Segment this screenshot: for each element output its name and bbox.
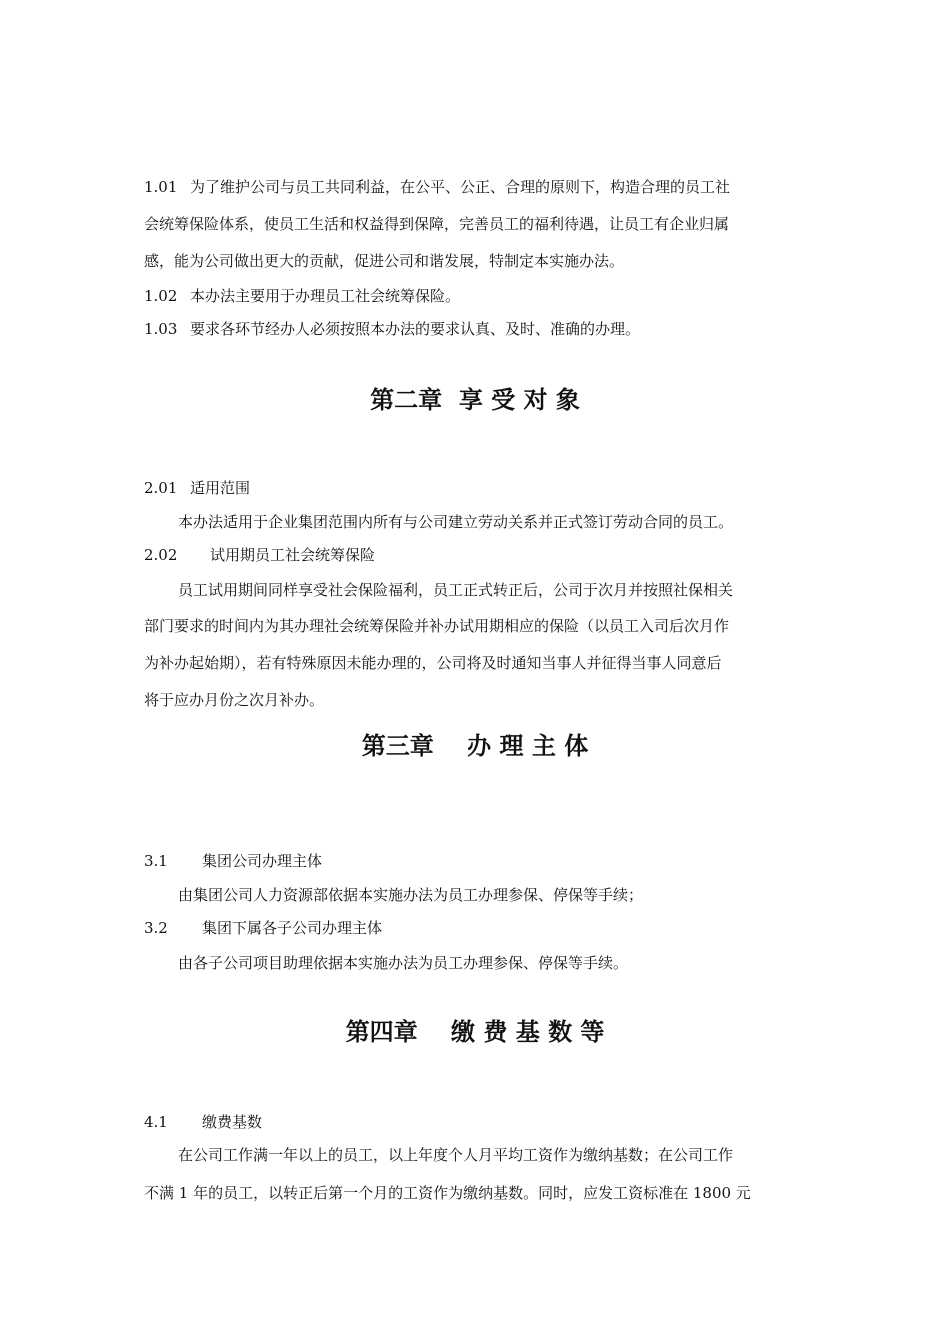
clause-text: 本办法主要用于办理员工社会统筹保险。 — [190, 287, 461, 305]
section-number: 4.1 — [144, 1113, 168, 1131]
chapter-title: 享 受 对 象 — [458, 385, 580, 414]
clause-1-03 — [144, 319, 640, 339]
section-3-2 — [144, 918, 382, 938]
section-label: 缴费基数 — [202, 1113, 263, 1131]
section-3-1 — [144, 851, 322, 871]
section-4-1 — [144, 1112, 262, 1132]
section-3-2-body: 由各子公司项目助理依据本实施办法为员工办理参保、停保等手续。 — [178, 954, 629, 972]
clause-1-01-line-1 — [144, 177, 730, 197]
section-3-1-body: 由集团公司人力资源部依据本实施办法为员工办理参保、停保等手续； — [178, 886, 644, 904]
chapter-2-heading — [0, 385, 950, 415]
clause-1-02 — [144, 286, 460, 306]
section-number: 2.02 — [144, 546, 178, 564]
section-2-02-line-2: 部门要求的时间内为其办理社会统筹保险并补办试用期相应的保险（以员工入司后次月作 — [144, 617, 730, 635]
section-label: 集团下属各子公司办理主体 — [202, 919, 383, 937]
section-2-02-line-4: 将于应办月份之次月补办。 — [144, 691, 325, 709]
clause-1-01-line-2: 会统筹保险体系，使员工生活和权益得到保障，完善员工的福利待遇，让员工有企业归属 — [144, 215, 730, 233]
section-2-02-line-1: 员工试用期间同样享受社会保险福利，员工正式转正后，公司于次月并按照社保相关 — [178, 581, 734, 599]
clause-text: 要求各环节经办人必须按照本办法的要求认真、及时、准确的办理。 — [190, 320, 641, 338]
chapter-4-heading — [0, 1017, 950, 1047]
section-label: 试用期员工社会统筹保险 — [210, 546, 376, 564]
chapter-title: 缴 费 基 数 等 — [451, 1017, 605, 1046]
chapter-title: 办 理 主 体 — [467, 731, 589, 760]
chapter-number: 第四章 — [345, 1017, 418, 1046]
section-number: 3.2 — [144, 919, 168, 937]
section-number: 2.01 — [144, 479, 178, 497]
section-2-01 — [144, 478, 250, 498]
chapter-number: 第二章 — [370, 385, 443, 414]
section-number: 3.1 — [144, 852, 168, 870]
section-label: 适用范围 — [190, 479, 251, 497]
clause-number: 1.01 — [144, 178, 178, 196]
section-label: 集团公司办理主体 — [202, 852, 323, 870]
section-2-01-body: 本办法适用于企业集团范围内所有与公司建立劳动关系并正式签订劳动合同的员工。 — [178, 513, 734, 531]
clause-number: 1.03 — [144, 320, 178, 338]
section-4-1-line-2: 不满 1 年的员工，以转正后第一个月的工资作为缴纳基数。同时，应发工资标准在 1800 元 — [144, 1184, 751, 1202]
clause-1-01-line-3: 感，能为公司做出更大的贡献，促进公司和谐发展，特制定本实施办法。 — [144, 252, 625, 270]
chapter-number: 第三章 — [361, 731, 434, 760]
section-2-02 — [144, 545, 375, 565]
section-2-02-line-3: 为补办起始期），若有特殊原因未能办理的，公司将及时通知当事人并征得当事人同意后 — [144, 654, 722, 672]
clause-text: 为了维护公司与员工共同利益，在公平、公正、合理的原则下，构造合理的员工社 — [190, 178, 731, 196]
chapter-3-heading — [0, 731, 950, 761]
section-4-1-line-1: 在公司工作满一年以上的员工，以上年度个人月平均工资作为缴纳基数；在公司工作 — [178, 1146, 734, 1164]
clause-number: 1.02 — [144, 287, 178, 305]
